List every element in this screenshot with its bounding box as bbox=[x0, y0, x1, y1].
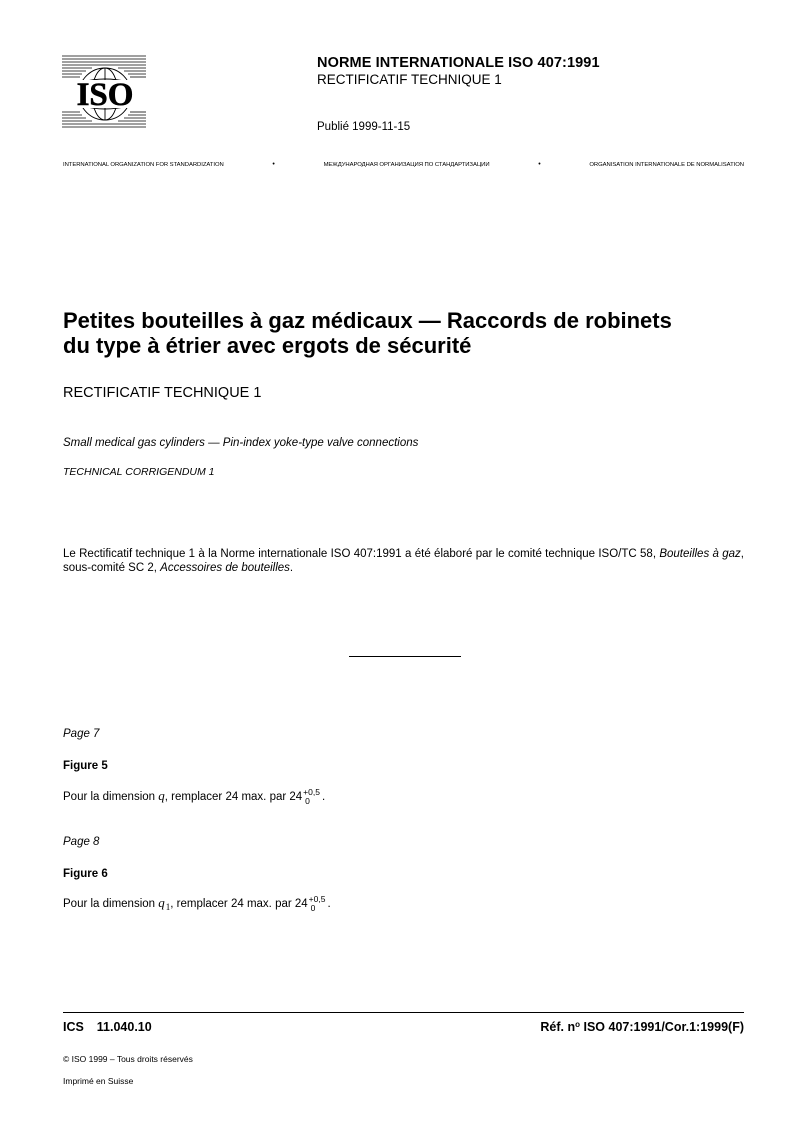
instruction-text: . bbox=[321, 791, 326, 803]
footer-rule bbox=[63, 1012, 744, 1013]
publication-date: Publié 1999-11-15 bbox=[317, 121, 411, 133]
variable-subscript: 1 bbox=[165, 902, 171, 912]
correction-instruction bbox=[63, 895, 331, 916]
document-title-line-1: Petites bouteilles à gaz médicaux — Raccords de robinets bbox=[63, 308, 672, 333]
intro-text: . bbox=[289, 562, 294, 574]
instruction-text: . bbox=[327, 898, 331, 910]
tolerance bbox=[308, 894, 326, 916]
reference-number: ISO 407:1991/Cor.1:1999(F) bbox=[580, 1020, 744, 1034]
tolerance-upper: +0,5 bbox=[303, 787, 320, 797]
standard-subtitle: RECTIFICATIF TECHNIQUE 1 bbox=[317, 72, 502, 87]
page-reference: Page 7 bbox=[63, 728, 100, 740]
printed-in: Imprimé en Suisse bbox=[63, 1076, 134, 1086]
correction-instruction bbox=[63, 788, 325, 809]
instruction-text: Pour la dimension bbox=[63, 898, 159, 910]
intro-text: , sous-comité SC 2, bbox=[63, 548, 744, 574]
iso-logo bbox=[62, 54, 146, 130]
english-subtitle: TECHNICAL CORRIGENDUM 1 bbox=[63, 466, 215, 478]
document-subtitle: RECTIFICATIF TECHNIQUE 1 bbox=[63, 385, 262, 401]
page-reference: Page 8 bbox=[63, 836, 100, 848]
copyright-notice: © ISO 1999 – Tous droits réservés bbox=[63, 1054, 193, 1064]
org-name-russian: МЕЖДУНАРОДНАЯ ОРГАНИЗАЦИЯ ПО СТАНДАРТИЗАЦИИ bbox=[323, 161, 490, 168]
org-separator: • bbox=[538, 161, 541, 168]
reference-prefix: Réf. n bbox=[540, 1020, 576, 1034]
english-title: Small medical gas cylinders — Pin-index yoke-type valve connections bbox=[63, 437, 419, 449]
org-name-english: INTERNATIONAL ORGANIZATION FOR STANDARDIZATION bbox=[63, 161, 224, 168]
intro-text: Le Rectificatif technique 1 à la Norme internationale ISO 407:1991 a été élaboré par le comité technique ISO/TC 58, bbox=[63, 548, 660, 560]
iso-logo-graphic bbox=[62, 54, 146, 130]
figure-label: Figure 5 bbox=[63, 760, 108, 772]
document-title-line-2: du type à étrier avec ergots de sécurité bbox=[63, 333, 472, 358]
figure-label: Figure 6 bbox=[63, 868, 108, 880]
ics-code: ICS 11.040.10 bbox=[63, 1020, 152, 1034]
tolerance bbox=[303, 787, 320, 809]
section-separator bbox=[349, 656, 461, 657]
standard-title: NORME INTERNATIONALE ISO 407:1991 bbox=[317, 55, 600, 71]
variable-symbol: q bbox=[158, 895, 165, 910]
document-title bbox=[63, 308, 753, 358]
document-reference bbox=[540, 1020, 744, 1034]
reference-superscript: o bbox=[575, 1020, 581, 1029]
tolerance-lower: 0 bbox=[305, 796, 310, 806]
tolerance-upper: +0,5 bbox=[308, 894, 326, 904]
tolerance-lower: 0 bbox=[310, 903, 316, 913]
committee-name: Bouteilles à gaz bbox=[659, 548, 741, 560]
instruction-text: , remplacer 24 max. par 24 bbox=[164, 791, 303, 803]
dimension-variable bbox=[158, 895, 170, 912]
variable-symbol: q bbox=[158, 788, 165, 803]
instruction-text: , remplacer 24 max. par 24 bbox=[170, 898, 308, 910]
org-name-french: ORGANISATION INTERNATIONALE DE NORMALISATION bbox=[589, 161, 744, 168]
instruction-text: Pour la dimension bbox=[63, 791, 159, 803]
org-separator: • bbox=[272, 161, 275, 168]
subcommittee-name: Accessoires de bouteilles bbox=[160, 562, 290, 574]
intro-paragraph bbox=[63, 547, 744, 575]
organization-line bbox=[63, 161, 744, 168]
iso-logo-text: ISO bbox=[76, 77, 134, 113]
